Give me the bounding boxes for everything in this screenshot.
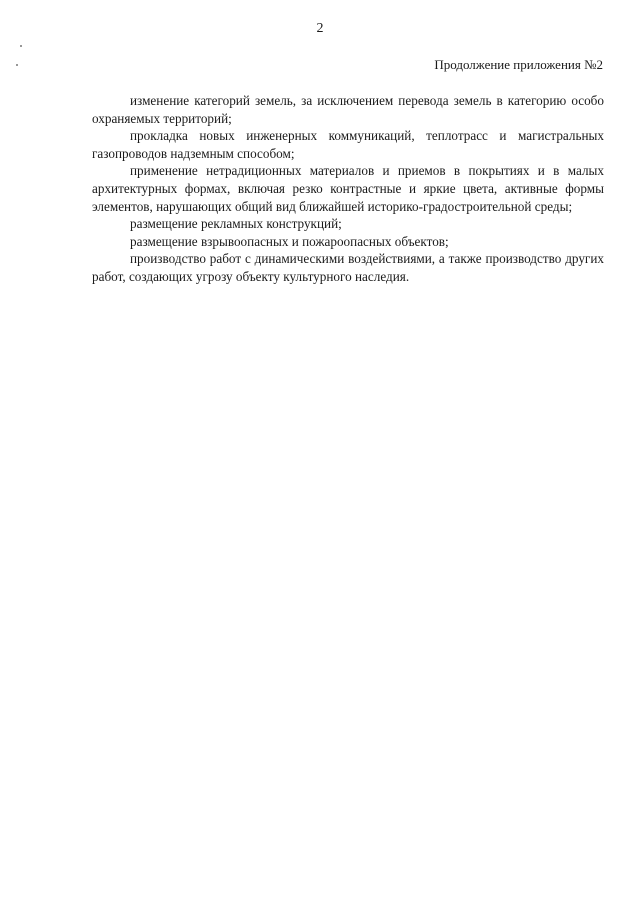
paragraph-hazardous-objects: размещение взрывоопасных и пожароопасных объектов;	[130, 233, 449, 249]
paragraph-dynamic-works: производство работ с динамическими воздействиями, а также производство других работ, создающих угрозу объекту культурного наследия.	[92, 251, 604, 284]
paragraph-advertising: размещение рекламных конструкций;	[130, 216, 342, 232]
page-number: 2	[316, 21, 324, 36]
scan-speck	[20, 45, 22, 47]
scan-speck	[16, 64, 18, 66]
paragraph-utilities: прокладка новых инженерных коммуникаций, теплотрасс и магистральных газопроводов надземным способом;	[92, 128, 604, 161]
appendix-continuation-note: Продолжение приложения №2	[434, 57, 603, 72]
document-body	[92, 92, 604, 286]
paragraph-materials: применение нетрадиционных материалов и приемов в покрытиях и в малых архитектурных формах, включая резко контрастные и яркие цвета, активные формы элементов, нарушающих общий вид ближайшей историко-градостроительной среды;	[92, 163, 604, 214]
paragraph-land-category: изменение категорий земель, за исключением перевода земель в категорию особо охраняемых территорий;	[92, 93, 604, 126]
